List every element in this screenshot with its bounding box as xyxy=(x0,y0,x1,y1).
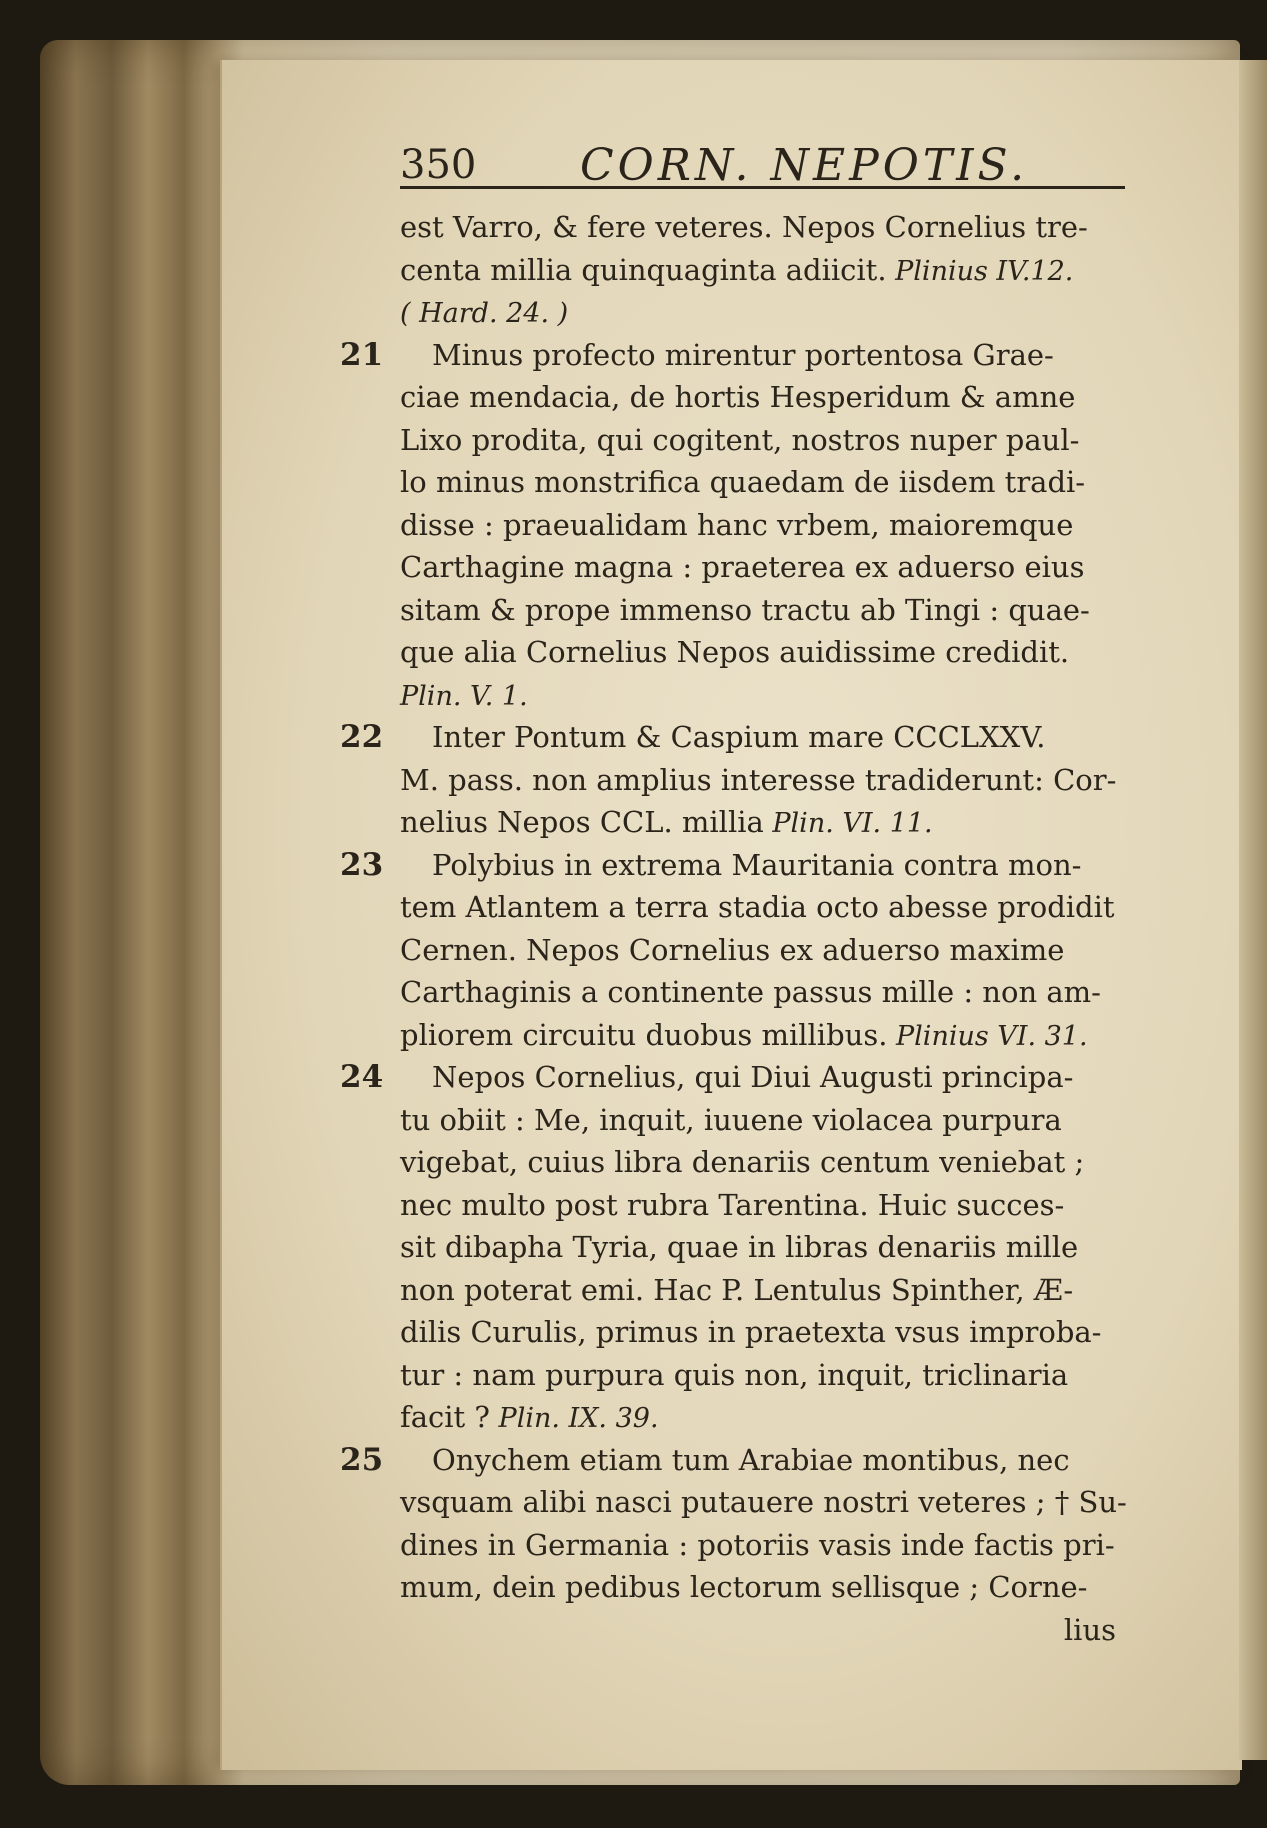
body-text xyxy=(340,206,1130,1651)
paragraph-number: 22 xyxy=(340,719,384,755)
text-line xyxy=(340,1056,1130,1099)
line-text: pliorem circuitu duobus millibus. xyxy=(400,1017,888,1052)
line-text: est Varro, & fere veteres. Nepos Cornelius tre- xyxy=(400,210,1088,244)
citation: Plin. VI. 11. xyxy=(763,808,933,839)
line-text: Inter Pontum & Caspium mare CCCLXXV. xyxy=(432,720,1046,754)
running-title: CORN. NEPOTIS. xyxy=(580,140,1029,191)
citation: Plin. V. 1. xyxy=(400,680,528,712)
text-line xyxy=(340,1099,1130,1142)
text-line xyxy=(340,1014,1130,1057)
text-line xyxy=(340,1311,1130,1354)
line-text: dines in Germania : potoriis vasis inde factis pri- xyxy=(400,1527,1115,1562)
line-text: dilis Curulis, primus in praetexta vsus improba- xyxy=(400,1315,1102,1349)
line-text: centa millia quinquaginta adiicit. xyxy=(400,252,887,287)
catchword: lius xyxy=(1063,1612,1116,1647)
text-line xyxy=(340,674,1130,717)
text-line xyxy=(340,1439,1130,1482)
text-line xyxy=(340,249,1130,292)
text-line xyxy=(340,546,1130,589)
text-line xyxy=(340,971,1130,1014)
text-line xyxy=(340,844,1130,887)
line-text: non poterat emi. Hac P. Lentulus Spinther, Æ- xyxy=(400,1272,1074,1307)
citation: ( Hard. 24. ) xyxy=(400,298,569,329)
paragraph-number: 21 xyxy=(340,336,384,373)
text-line xyxy=(340,1354,1130,1397)
line-text: Carthagine magna : praeterea ex aduerso eius xyxy=(400,550,1085,584)
text-line xyxy=(340,1141,1130,1184)
line-text: Polybius in extrema Mauritania contra mon- xyxy=(432,847,1082,882)
line-text: M. pass. non amplius interesse tradiderunt: Cor- xyxy=(400,762,1117,797)
text-line xyxy=(340,334,1130,377)
line-text: sit dibapha Tyria, quae in libras denariis mille xyxy=(400,1230,1079,1264)
line-text: Minus profecto mirentur portentosa Grae- xyxy=(432,337,1054,372)
line-text: tem Atlantem a terra stadia octo abesse prodidit xyxy=(400,890,1115,924)
line-text: Onychem etiam tum Arabiae montibus, nec xyxy=(432,1442,1070,1477)
text-line xyxy=(340,1566,1130,1609)
line-text: Carthaginis a continente passus mille : non am- xyxy=(400,975,1101,1009)
citation: Plinius IV.12. xyxy=(886,255,1074,287)
text-line xyxy=(340,1396,1130,1439)
line-text: nelius Nepos CCL. millia xyxy=(400,805,764,839)
facing-page-edge xyxy=(1239,60,1267,1760)
line-text: que alia Cornelius Nepos auidissime credidit. xyxy=(400,635,1070,669)
line-text: facit ? xyxy=(400,1400,490,1434)
text-line xyxy=(340,206,1130,249)
line-text: mum, dein pedibus lectorum sellisque ; Corne- xyxy=(400,1570,1088,1604)
line-text: tu obiit : Me, inquit, iuuene violacea purpura xyxy=(400,1102,1062,1137)
line-text: nec multo post rubra Tarentina. Huic succes- xyxy=(400,1187,1065,1222)
line-text: lo minus monstrifica quaedam de iisdem tradi- xyxy=(400,465,1086,499)
text-line xyxy=(340,1269,1130,1312)
text-line xyxy=(340,801,1130,844)
paragraph-number: 24 xyxy=(340,1059,384,1095)
page-header xyxy=(400,138,1125,189)
citation: Plinius VI. 31. xyxy=(887,1020,1088,1052)
paragraph-number: 23 xyxy=(340,846,384,883)
text-line xyxy=(340,589,1130,632)
text-line xyxy=(340,929,1130,972)
line-text: tur : nam purpura quis non, inquit, triclinaria xyxy=(400,1357,1069,1392)
text-line xyxy=(340,291,1130,334)
text-line xyxy=(340,631,1130,674)
text-line xyxy=(340,376,1130,419)
text-line xyxy=(340,419,1130,462)
page-number: 350 xyxy=(400,142,477,188)
text-line xyxy=(340,716,1130,759)
text-line xyxy=(340,1524,1130,1567)
line-text: Cernen. Nepos Cornelius ex aduerso maxime xyxy=(400,932,1065,967)
citation: Plin. IX. 39. xyxy=(489,1403,659,1434)
line-text: vsquam alibi nasci putauere nostri veteres ; † Su- xyxy=(400,1485,1127,1519)
paragraph-number: 25 xyxy=(340,1441,384,1478)
line-text: Lixo prodita, qui cogitent, nostros nuper paul- xyxy=(400,422,1080,457)
line-text: disse : praeualidam hanc vrbem, maioremque xyxy=(400,507,1074,542)
line-text: Nepos Cornelius, qui Diui Augusti principa- xyxy=(432,1060,1074,1094)
text-line xyxy=(340,1226,1130,1269)
text-line xyxy=(340,886,1130,929)
text-line xyxy=(340,1184,1130,1227)
line-text: sitam & prope immenso tractu ab Tingi : quae- xyxy=(400,592,1090,627)
line-text: vigebat, cuius libra denariis centum veniebat ; xyxy=(400,1145,1085,1179)
text-line xyxy=(340,759,1130,802)
line-text: ciae mendacia, de hortis Hesperidum & amne xyxy=(400,380,1076,414)
text-line xyxy=(340,1481,1130,1524)
text-line xyxy=(340,461,1130,504)
text-line xyxy=(340,504,1130,547)
